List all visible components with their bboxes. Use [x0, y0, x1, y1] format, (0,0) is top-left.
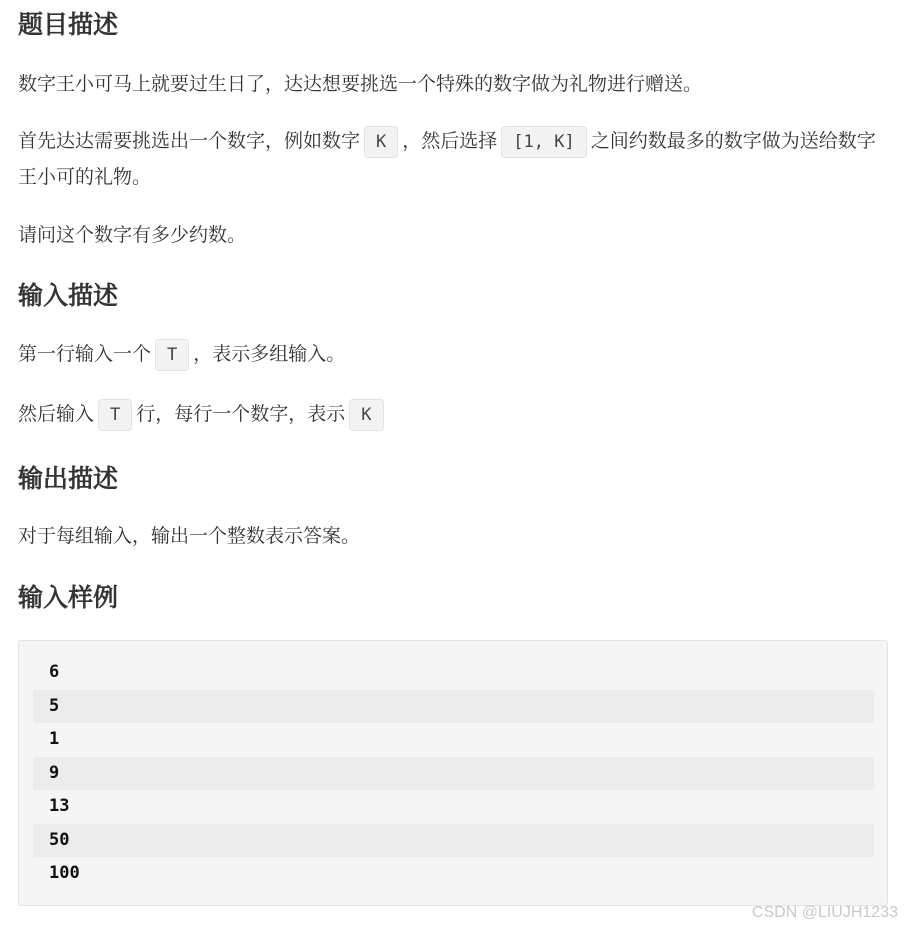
input-text-2: ，表示多组输入。 — [193, 343, 346, 365]
output-heading: 输出描述 — [18, 464, 119, 493]
problem-heading: 题目描述 — [18, 10, 119, 39]
inline-code-t-2: T — [98, 399, 132, 431]
code-line-1: 6 — [49, 662, 60, 682]
inline-code-k: K — [364, 126, 398, 158]
input-text-4: 行，每行一个数字，表示 — [136, 403, 346, 425]
code-line-7: 100 — [49, 863, 80, 883]
problem-text-3: 之间约数最多的数字做为送给数字王小可的礼物。 — [18, 130, 876, 188]
csdn-watermark: CSDN @LIUJH1233 — [751, 904, 898, 921]
input-text-3: 然后输入 — [18, 403, 95, 425]
problem-paragraph-1: 数字王小可马上就要过生日了，达达想要挑选一个特殊的数字做为礼物进行赠送。 — [18, 73, 703, 95]
sample-code-block — [18, 640, 888, 906]
code-line-6: 50 — [33, 824, 874, 858]
problem-paragraph-2 — [18, 123, 886, 195]
code-line-2: 5 — [33, 690, 874, 724]
input-text-1: 第一行输入一个 — [18, 343, 152, 365]
problem-text-2: ，然后选择 — [402, 130, 498, 152]
input-heading: 输入描述 — [18, 281, 119, 310]
inline-code-range: [1, K] — [501, 126, 586, 158]
input-line-1 — [18, 336, 886, 372]
sample-heading: 输入样例 — [18, 583, 119, 612]
code-line-5: 13 — [49, 796, 70, 816]
inline-code-k-2: K — [349, 399, 383, 431]
code-line-4: 9 — [33, 757, 874, 791]
output-paragraph: 对于每组输入，输出一个整数表示答案。 — [18, 525, 361, 547]
inline-code-t: T — [155, 339, 189, 371]
input-line-2 — [18, 396, 886, 432]
problem-text-1: 首先达达需要挑选出一个数字，例如数字 — [18, 130, 361, 152]
code-line-3: 1 — [49, 729, 60, 749]
problem-paragraph-3: 请问这个数字有多少约数。 — [18, 224, 247, 246]
